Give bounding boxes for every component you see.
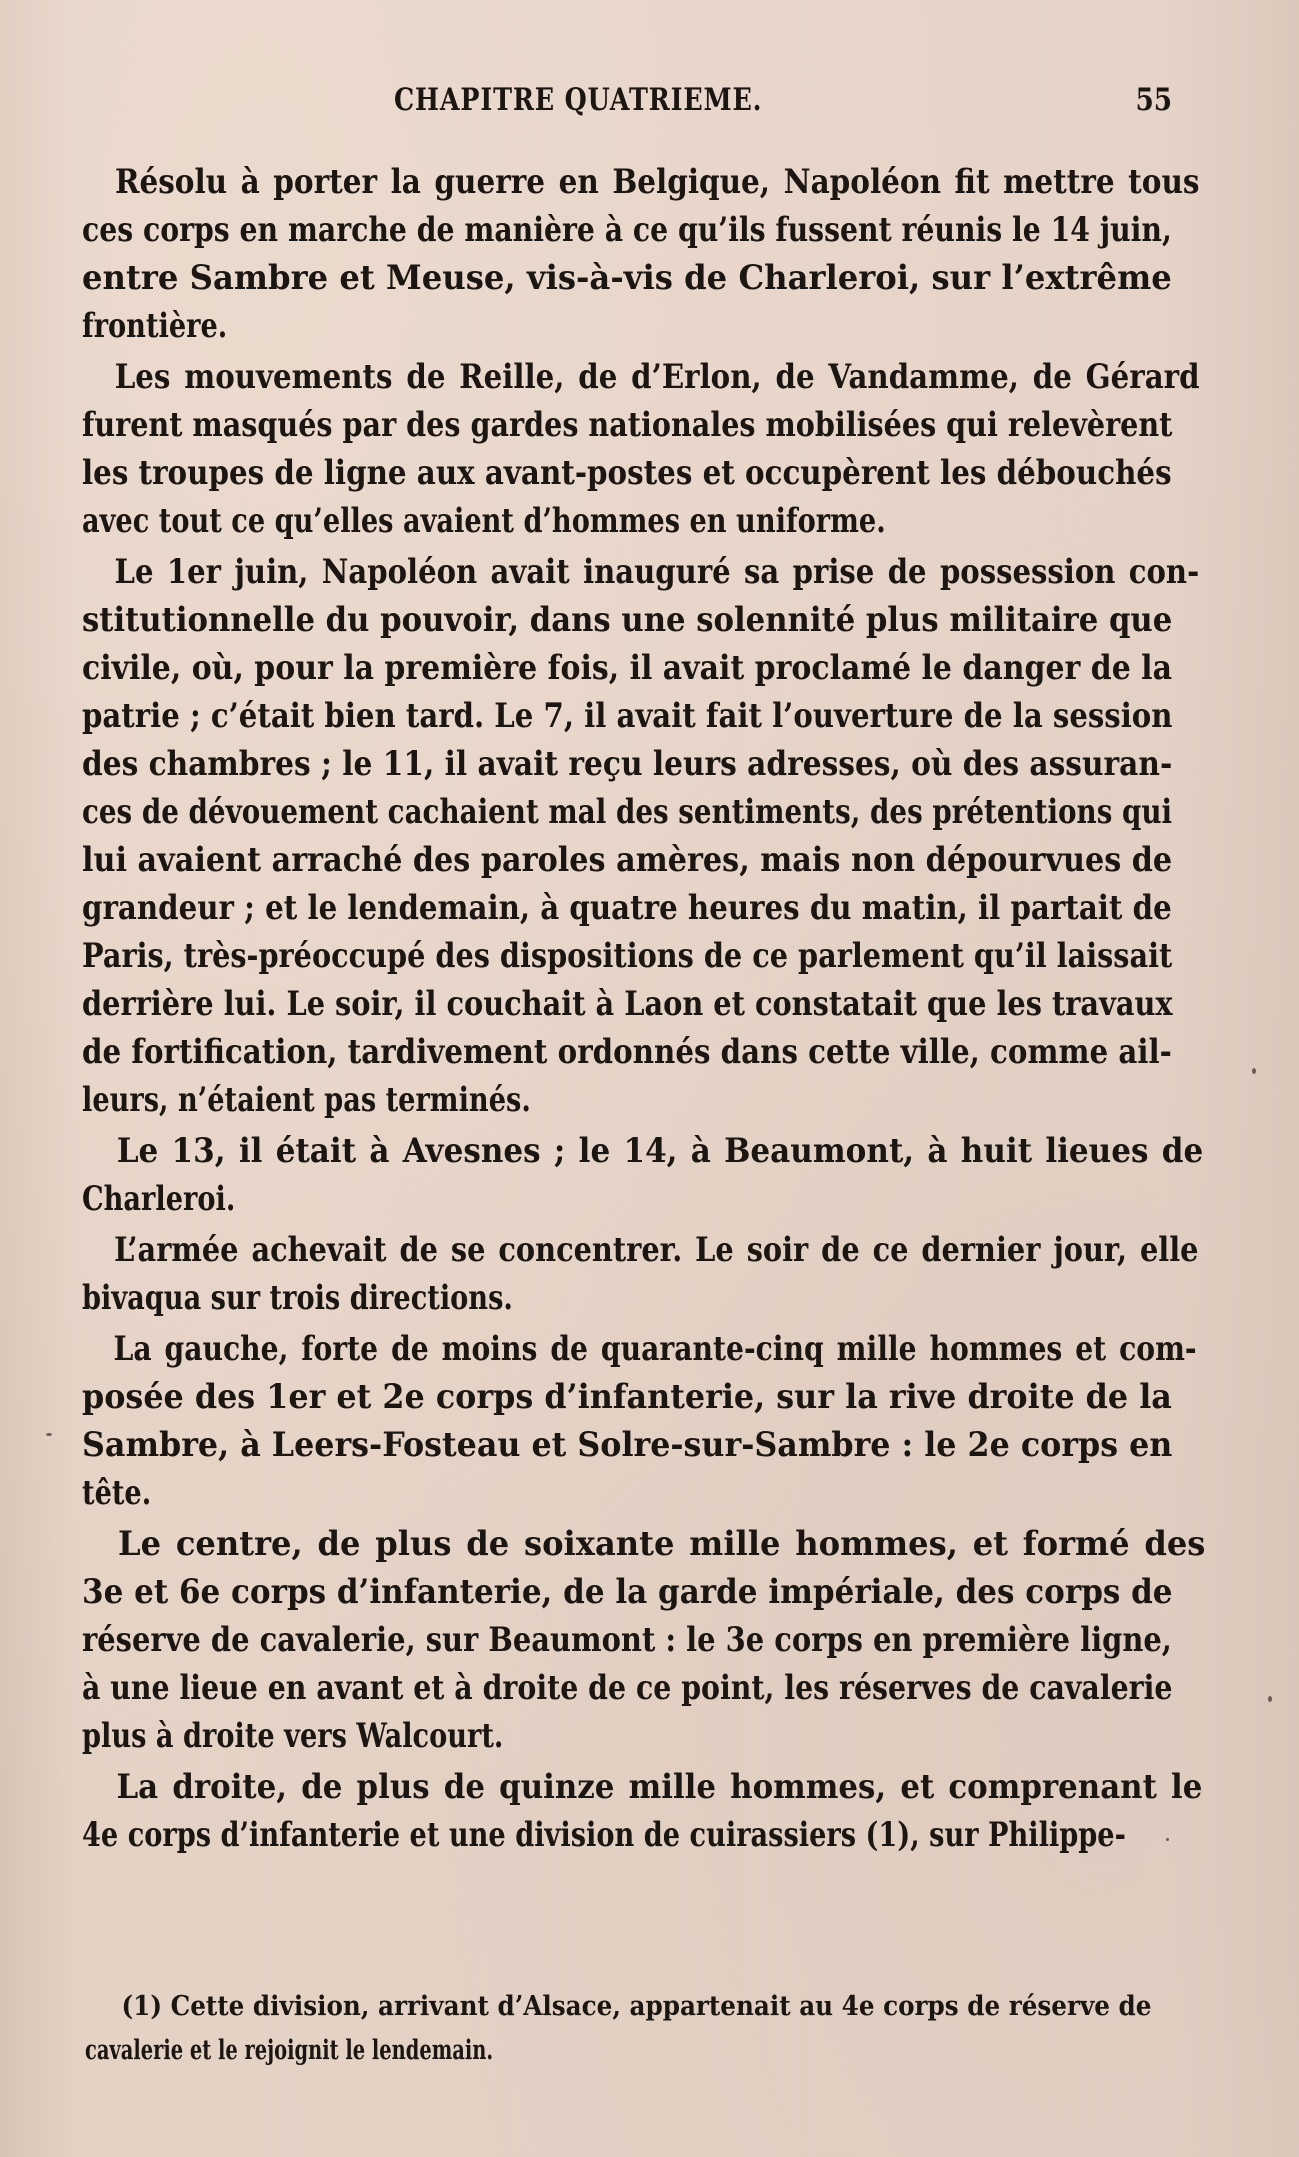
text-line: civile, où, pour la première fois, il avait proclamé le danger de la (82, 648, 1172, 688)
paragraph (82, 548, 1200, 1124)
paragraph (82, 1226, 1199, 1322)
text-line: Les mouvements de Reille, de d’Erlon, de Vandamme, de Gérard (114, 357, 1200, 397)
text-line: posée des 1er et 2e corps d’infanterie, sur la rive droite de la (82, 1377, 1172, 1417)
paper-speck (1166, 1838, 1169, 1841)
paper-speck (1252, 1068, 1256, 1074)
text-line: frontière. (82, 306, 228, 346)
text-line: des chambres ; le 11, il avait reçu leurs adresses, où des assuran- (82, 744, 1173, 784)
paragraph (82, 1520, 1206, 1760)
text-line: ces corps en marche de manière à ce qu’ils fussent réunis le 14 juin, (82, 210, 1172, 250)
text-line: La gauche, forte de moins de quarante-cinq mille hommes et com- (113, 1329, 1197, 1369)
text-line: avec tout ce qu’elles avaient d’hommes en uniforme. (82, 501, 886, 541)
paper-speck (46, 1433, 52, 1436)
text-line: entre Sambre et Meuse, vis-à-vis de Charleroi, sur l’extrême (82, 258, 1172, 298)
text-line: furent masqués par des gardes nationales mobilisées qui relevèrent (82, 405, 1173, 445)
text-line: La droite, de plus de quinze mille hommes, et comprenant le (116, 1767, 1203, 1807)
text-line: leurs, n’étaient pas terminés. (82, 1080, 531, 1120)
footnote-line: cavalerie et le rejoignit le lendemain. (85, 2035, 494, 2066)
text-line: bivaqua sur trois directions. (82, 1278, 513, 1318)
footnote-line: (1) Cette division, arrivant d’Alsace, appartenait au 4e corps de réserve de (121, 1991, 1152, 2022)
text-line: 3e et 6e corps d’infanterie, de la garde impériale, des corps de (82, 1572, 1173, 1612)
paragraph (82, 1127, 1204, 1223)
text-line: Le 13, il était à Avesnes ; le 14, à Beaumont, à huit lieues de (116, 1131, 1204, 1171)
footnote (85, 1985, 1155, 2073)
text-line: à une lieue en avant et à droite de ce point, les réserves de cavalerie (82, 1668, 1173, 1708)
paper-speck (1268, 1696, 1272, 1702)
text-line: Résolu à porter la guerre en Belgique, Napoléon fit mettre tous (114, 162, 1200, 202)
text-line: plus à droite vers Walcourt. (82, 1716, 504, 1756)
text-line: L’armée achevait de se concentrer. Le soir de ce dernier jour, elle (114, 1230, 1199, 1270)
text-line: réserve de cavalerie, sur Beaumont : le 3e corps en première ligne, (82, 1620, 1172, 1660)
text-line: stitutionnelle du pouvoir, dans une solennité plus militaire que (82, 600, 1173, 640)
text-line: Sambre, à Leers-Fosteau et Solre-sur-Sambre : le 2e corps en (82, 1425, 1173, 1465)
text-line: Paris, très-préoccupé des dispositions de ce parlement qu’il laissait (82, 936, 1173, 976)
page-number: 55 (1135, 82, 1172, 118)
paragraph (82, 353, 1200, 545)
paragraph (82, 1763, 1203, 1859)
body-text (82, 158, 1206, 1862)
text-line: tête. (82, 1473, 152, 1513)
text-line: Charleroi. (82, 1179, 236, 1219)
text-line: ces de dévouement cachaient mal des sentiments, des prétentions qui (82, 792, 1173, 832)
paragraph (82, 1325, 1197, 1517)
chapter-title: CHAPITRE QUATRIEME. (394, 82, 763, 118)
text-line: patrie ; c’était bien tard. Le 7, il avait fait l’ouverture de la session (82, 696, 1173, 736)
paragraph-gap (82, 1859, 1172, 1862)
text-line: derrière lui. Le soir, il couchait à Laon et constatait que les travaux (82, 984, 1173, 1024)
text-line: les troupes de ligne aux avant-postes et occupèrent les débouchés (82, 453, 1172, 493)
text-line: lui avaient arraché des paroles amères, mais non dépourvues de (82, 840, 1173, 880)
paragraph (82, 158, 1200, 350)
text-line: 4e corps d’infanterie et une division de cuirassiers (1), sur Philippe- (82, 1815, 1126, 1855)
text-line: grandeur ; et le lendemain, à quatre heures du matin, il partait de (82, 888, 1172, 928)
running-head (110, 82, 1172, 132)
text-line: de fortification, tardivement ordonnés dans cette ville, comme ail- (82, 1032, 1172, 1072)
text-line: Le 1er juin, Napoléon avait inauguré sa prise de possession con- (114, 552, 1200, 592)
text-line: Le centre, de plus de soixante mille hommes, et formé des (117, 1524, 1206, 1564)
